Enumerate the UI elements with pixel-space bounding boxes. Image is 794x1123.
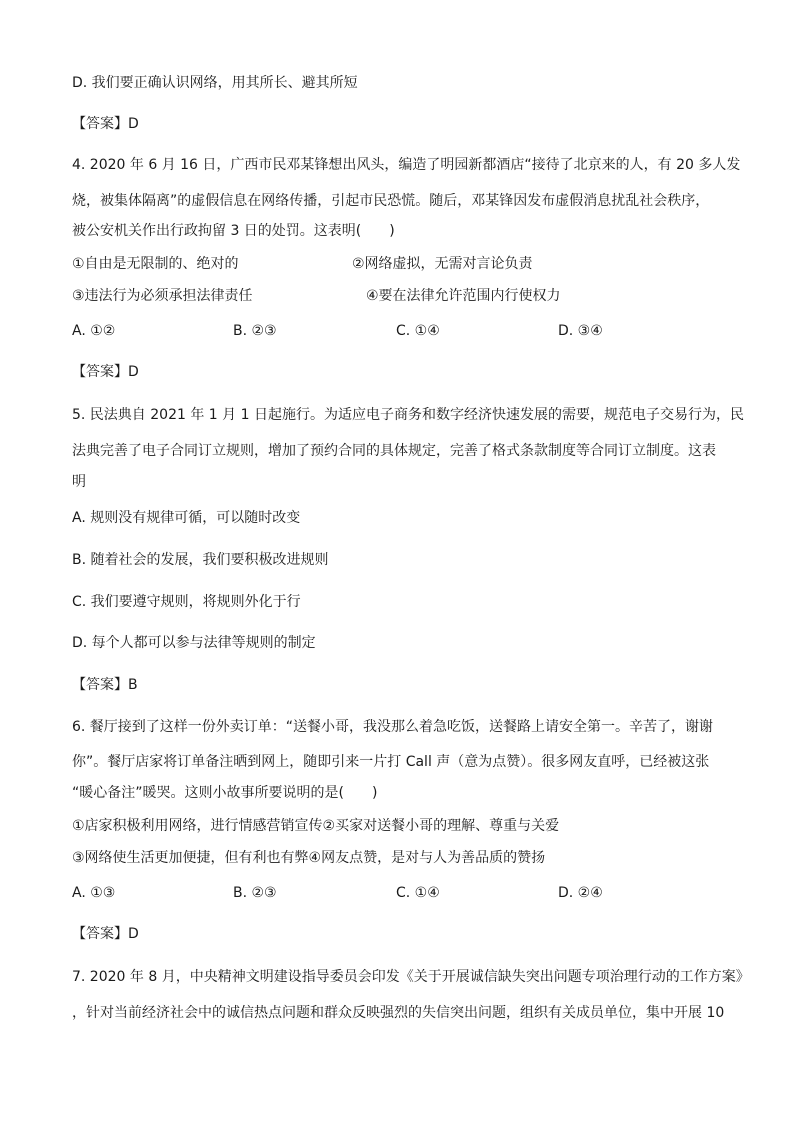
- q6-statements-line-1: ①店家积极利用网络，进行情感营销宣传②买家对送餐小哥的理解、尊重与关爱: [72, 818, 560, 834]
- q5-stem-line-1: 5. 民法典自 2021 年 1 月 1 日起施行。为适应电子商务和数字经济快速发展的需要，规范电子交易行为，民: [72, 407, 744, 423]
- q5-option-a: A. 规则没有规律可循，可以随时改变: [72, 510, 301, 526]
- q3-answer: 【答案】D: [72, 116, 139, 132]
- q6-option-d: D. ②④: [558, 885, 603, 901]
- q6-stem-line-1: 6. 餐厅接到了这样一份外卖订单：“送餐小哥，我没那么着急吃饭，送餐路上请安全第一。辛苦了，谢谢: [72, 719, 714, 735]
- q4-answer: 【答案】D: [72, 364, 139, 380]
- q5-option-b: B. 随着社会的发展，我们要积极改进规则: [72, 552, 329, 568]
- q5-option-c: C. 我们要遵守规则，将规则外化于行: [72, 594, 301, 610]
- q4-statement-3: ③违法行为必须承担法律责任: [72, 288, 253, 304]
- q4-statement-2: ②网络虚拟，无需对言论负责: [352, 256, 533, 272]
- q4-statement-1: ①自由是无限制的、绝对的: [72, 256, 239, 272]
- q6-answer: 【答案】D: [72, 926, 139, 942]
- q6-option-b: B. ②③: [233, 885, 277, 901]
- q5-stem-line-2: 法典完善了电子合同订立规则，增加了预约合同的具体规定，完善了格式条款制度等合同订立制度。这表: [72, 443, 716, 459]
- q4-stem-line-2: 烧，被集体隔离”的虚假信息在网络传播，引起市民恐慌。随后，邓某锋因发布虚假消息扰乱社会秩序，: [72, 193, 710, 209]
- q4-stem-line-1: 4. 2020 年 6 月 16 日，广西市民邓某锋想出风头，编造了明园新都酒店“接待了北京来的人，有 20 多人发: [72, 157, 741, 173]
- q6-statements-line-2: ③网络使生活更加便捷，但有利也有弊④网友点赞，是对与人为善品质的赞扬: [72, 850, 546, 866]
- q5-stem-line-3: 明: [72, 474, 86, 490]
- q4-option-b: B. ②③: [233, 323, 277, 339]
- q4-stem-line-3: 被公安机关作出行政拘留 3 日的处罚。这表明( ): [72, 223, 395, 239]
- q7-stem-line-1: 7. 2020 年 8 月，中央精神文明建设指导委员会印发《关于开展诚信缺失突出问题专项治理行动的工作方案》: [72, 969, 750, 985]
- q4-option-c: C. ①④: [396, 323, 440, 339]
- q5-answer: 【答案】B: [72, 677, 138, 693]
- q4-option-a: A. ①②: [72, 323, 116, 339]
- q5-option-d: D. 每个人都可以参与法律等规则的制定: [72, 635, 316, 651]
- q6-option-c: C. ①④: [396, 885, 440, 901]
- q6-stem-line-3: “暖心备注”暖哭。这则小故事所要说明的是( ): [72, 785, 378, 801]
- q3-option-d: D. 我们要正确认识网络，用其所长、避其所短: [72, 75, 358, 91]
- q6-stem-line-2: 你”。餐厅店家将订单备注晒到网上，随即引来一片打 Call 声（意为点赞）。很多网友直呼，已经被这张: [72, 754, 710, 770]
- q4-option-d: D. ③④: [558, 323, 603, 339]
- q7-stem-line-2: ，针对当前经济社会中的诚信热点问题和群众反映强烈的失信突出问题，组织有关成员单位，集中开展 10: [72, 1005, 725, 1021]
- q4-statement-4: ④要在法律允许范围内行使权力: [366, 288, 561, 304]
- q6-option-a: A. ①③: [72, 885, 116, 901]
